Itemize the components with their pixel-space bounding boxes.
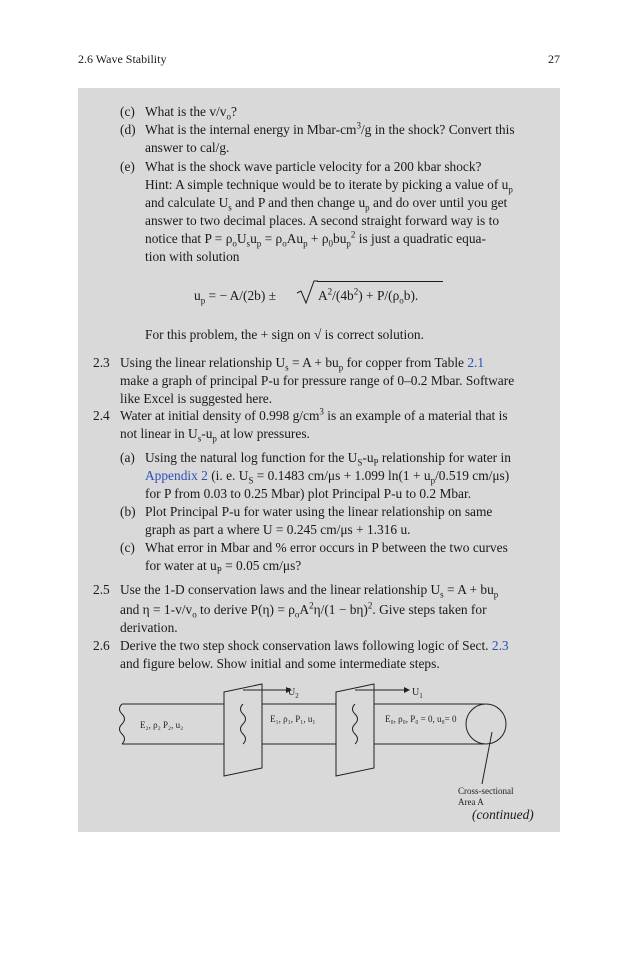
wavy-left-end: [120, 704, 125, 744]
item-c-label: (c): [120, 104, 135, 119]
section-title: 2.6 Wave Stability: [78, 52, 167, 66]
region-2-label: E₂, ρ₂ P₂, u₂: [140, 720, 184, 730]
u2-label: $U_2$: [288, 687, 299, 700]
item-e-line: answer to two decimal places. A second straight forward way is to: [145, 213, 500, 228]
u1-label: $U_1$: [412, 687, 423, 700]
exercise-2-5-number: 2.5: [93, 582, 110, 597]
region-0-label: E₀, ρ₀, P₀ = 0, u₀= 0: [385, 714, 457, 724]
radical-bar: [317, 281, 443, 282]
exercise-2-5-line: and $\eta = 1-v/v_o$ to derive $P(\eta) = \rho_oA^2\eta/(1 - b\eta)^2$. Give steps taken for: [120, 600, 487, 620]
item-e-line: What is the shock wave particle velocity for a 200 kbar shock?: [145, 159, 482, 174]
wavy-cut-2: [241, 704, 246, 744]
exercise-2-3-line: Using the linear relationship $U_s = A + bu_p$ for copper from Table 2.1: [120, 355, 485, 373]
item-2-4b-line: graph as part a where U = 0.245 cm/μs + 1.316 u.: [145, 522, 411, 537]
item-2-4b-line: Plot Principal P-u for water using the linear relationship on same: [145, 504, 493, 519]
item-d-line: answer to cal/g.: [145, 140, 230, 155]
equation-radicand: $A^2/(4b^2) + P/(\rho_ob)$.: [318, 286, 419, 306]
callout-line2: Area A: [458, 797, 484, 807]
item-e-line: and calculate $U_s$ and P and then change $u_p$ and do over until you get: [145, 195, 508, 213]
page-number: 27: [548, 52, 560, 66]
item-e-line: tion with solution: [145, 249, 240, 264]
shock-front-1: [336, 684, 374, 776]
item-2-4a-label: (a): [120, 450, 135, 465]
shock-tube-diagram: [112, 680, 522, 808]
u1-arrowhead-icon: [404, 687, 410, 693]
item-e-line: notice that $P = \rho_oU_su_p = \rho_oAu_p + \rho_0bu_p^2$ is just a quadratic equa-: [145, 229, 486, 249]
shock-front-2: [224, 684, 262, 776]
item-2-4a-line: Using the natural log function for the $U_S-u_P$ relationship for water in: [145, 450, 511, 468]
item-e-line: Hint: A simple technique would be to iterate by picking a value of $u_p$: [145, 177, 513, 195]
equation-left: $u_p$ = − A/(2b) ±: [194, 288, 277, 306]
region-1-label: E₁, ρ₁, P₁, u₁: [270, 714, 316, 724]
exercise-2-6-line: and figure below. Show initial and some intermediate steps.: [120, 656, 440, 671]
wavy-cut-1: [353, 704, 358, 744]
callout-line: [482, 732, 492, 784]
exercise-2-6-number: 2.6: [93, 638, 110, 653]
exercise-2-4-line: not linear in $U_s-u_p$ at low pressures.: [120, 426, 310, 444]
exercise-2-3-line: like Excel is suggested here.: [120, 391, 273, 406]
item-d-line: What is the internal energy in Mbar-$cm^3/g$ in the shock? Convert this: [145, 120, 515, 137]
item-2-4c-line: for water at $u_P = 0.05$ cm/μs?: [145, 558, 302, 576]
cross-section-circle: [466, 704, 506, 744]
exercise-2-3-number: 2.3: [93, 355, 110, 370]
sign-note: For this problem, the + sign on √ is correct solution.: [145, 327, 424, 342]
continued-note: (continued): [472, 807, 534, 822]
radical-sign-icon: [296, 279, 318, 305]
exercise-2-4-number: 2.4: [93, 408, 110, 423]
item-2-4b-label: (b): [120, 504, 136, 519]
exercise-2-5-line: derivation.: [120, 620, 178, 635]
exercise-2-6-line: Derive the two step shock conservation laws following logic of Sect. 2.3: [120, 638, 509, 653]
item-c-text: What is the $v/v_o$?: [145, 104, 237, 122]
running-head: [78, 52, 560, 67]
item-2-4a-line: Appendix 2 (i. e. $U_S = 0.1483$ cm/μs + 1.099 $\ln(1 + u_p/0.519$ cm/μs): [145, 468, 510, 486]
item-2-4a-line: for P from 0.03 to 0.25 Mbar) plot Principal P-u to 0.2 Mbar.: [145, 486, 472, 501]
exercise-2-4-line: Water at initial density of 0.998 $g/cm^3$ is an example of a material that is: [120, 406, 508, 423]
exercise-2-5-line: Use the 1-D conservation laws and the linear relationship $U_s = A + bu_p$: [120, 582, 499, 600]
item-e-label: (e): [120, 159, 135, 174]
item-d-label: (d): [120, 122, 136, 137]
item-2-4c-label: (c): [120, 540, 135, 555]
exercise-2-3-line: make a graph of principal P-u for pressure range of 0–0.2 Mbar. Software: [120, 373, 515, 388]
callout-line1: Cross-sectional: [458, 786, 514, 796]
item-2-4c-line: What error in Mbar and % error occurs in P between the two curves: [145, 540, 508, 555]
